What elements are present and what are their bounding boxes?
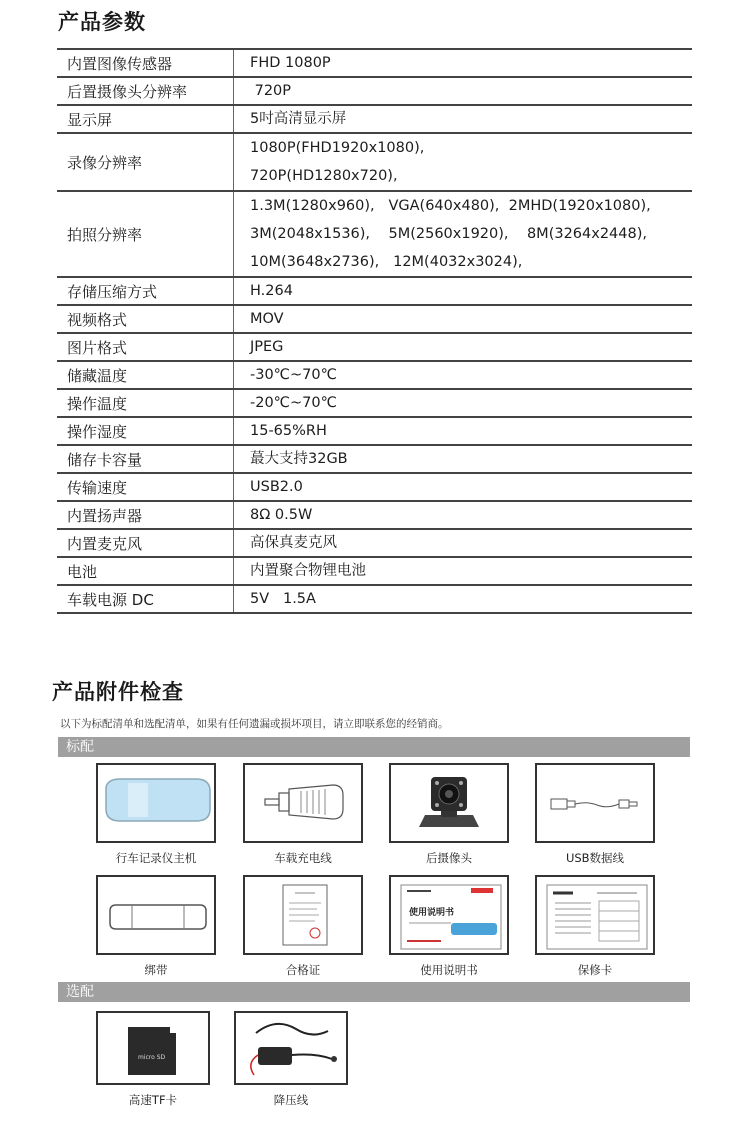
spec-value [234,78,692,104]
accessory-rear-camera: 后摄像头 [389,763,509,843]
spec-value-line: 内置聚合物锂电池 [250,563,366,579]
spec-value [234,306,692,332]
spec-label: 操作温度 [57,390,234,416]
manual-icon [391,877,509,955]
spec-label: 电池 [57,558,234,584]
step-down-cable-icon [236,1013,348,1085]
spec-label: 录像分辨率 [57,134,234,190]
spec-value-line: -30℃~70℃ [250,367,337,383]
spec-row [57,586,692,614]
accessory-strap: 绑带 [96,875,216,955]
spec-label: 视频格式 [57,306,234,332]
spec-value-line: 720P [250,83,292,99]
spec-label: 传输速度 [57,474,234,500]
accessory-manual: 使用说明书 使用说明书 [389,875,509,955]
spec-label: 车载电源 DC [57,586,234,612]
spec-row [57,50,692,78]
spec-value-line: 8Ω 0.5W [250,507,313,523]
spec-row [57,558,692,586]
spec-value [234,586,692,612]
spec-label: 储藏温度 [57,362,234,388]
spec-row [57,78,692,106]
spec-label: 内置图像传感器 [57,50,234,76]
spec-value-line: 10M(3648x2736), 12M(4032x3024), [250,254,523,270]
spec-label: 操作湿度 [57,418,234,444]
spec-value [234,390,692,416]
optional-accessories-bar: 选配 [58,982,690,1002]
spec-row [57,502,692,530]
spec-value-line: 5V 1.5A [250,591,316,607]
spec-row [57,362,692,390]
spec-label: 显示屏 [57,106,234,132]
spec-value-line: 15-65%RH [250,423,327,439]
accessory-usb-cable: USB数据线 [535,763,655,843]
spec-row [57,446,692,474]
spec-label: 储存卡容量 [57,446,234,472]
spec-row [57,192,692,278]
accessories-note: 以下为标配清单和选配清单，如果有任何遗漏或损坏项目，请立即联系您的经销商。 [60,718,449,730]
strap-icon [98,877,216,955]
spec-value [234,530,692,556]
spec-value-line: 1.3M(1280x960), VGA(640x480), 2MHD(1920x1080), [250,198,651,214]
spec-label: 图片格式 [57,334,234,360]
accessory-warranty-card: 保修卡 [535,875,655,955]
spec-value-line: -20℃~70℃ [250,395,337,411]
spec-row [57,106,692,134]
spec-value [234,446,692,472]
spec-value [234,558,692,584]
accessory-dashcam: 行车记录仪主机 [96,763,216,843]
accessories-section-title: 产品附件检查 [52,680,184,704]
spec-row [57,418,692,446]
tf-card-text: micro SD [138,1054,166,1061]
spec-row [57,334,692,362]
spec-value-line: USB2.0 [250,479,303,495]
spec-value [234,418,692,444]
spec-row [57,134,692,192]
spec-value [234,50,692,76]
manual-cover-text: 使用说明书 [409,908,455,918]
spec-value-line: 3M(2048x1536), 5M(2560x1920), 8M(3264x2448), [250,226,648,242]
spec-value-line: H.264 [250,283,293,299]
accessory-certificate: 合格证 [243,875,363,955]
tf-card-icon [98,1013,210,1085]
spec-value-line: 5吋高清显示屏 [250,111,347,127]
accessory-tf-card: micro SD 高速TF卡 [96,1011,210,1085]
standard-accessories-bar: 标配 [58,737,690,757]
spec-label: 拍照分辨率 [57,192,234,276]
rear-camera-icon [391,765,509,843]
spec-value-line: FHD 1080P [250,55,331,71]
spec-value-line: MOV [250,311,284,327]
spec-value [234,334,692,360]
spec-row [57,530,692,558]
spec-row [57,474,692,502]
mirror-dashcam-icon [98,765,216,843]
spec-value-line: 1080P(FHD1920x1080), [250,140,425,156]
spec-row [57,390,692,418]
certificate-icon [245,877,363,955]
usb-cable-icon [537,765,655,843]
accessory-car-charger: 车载充电线 [243,763,363,843]
spec-row [57,278,692,306]
spec-value-line: 蕞大支持32GB [250,451,348,467]
spec-table [57,48,692,614]
spec-value [234,362,692,388]
spec-value [234,278,692,304]
spec-value [234,134,692,190]
spec-value [234,474,692,500]
car-charger-icon [245,765,363,843]
spec-row [57,306,692,334]
spec-label: 内置麦克风 [57,530,234,556]
spec-value [234,192,692,276]
spec-value-line: 高保真麦克风 [250,535,337,551]
spec-section-title: 产品参数 [58,10,146,34]
spec-value [234,106,692,132]
spec-value-line: JPEG [250,339,284,355]
spec-label: 存储压缩方式 [57,278,234,304]
warranty-card-icon [537,877,655,955]
accessory-step-down-cable: 降压线 [234,1011,348,1085]
spec-label: 后置摄像头分辨率 [57,78,234,104]
spec-value [234,502,692,528]
spec-value-line: 720P(HD1280x720), [250,168,398,184]
spec-label: 内置扬声器 [57,502,234,528]
